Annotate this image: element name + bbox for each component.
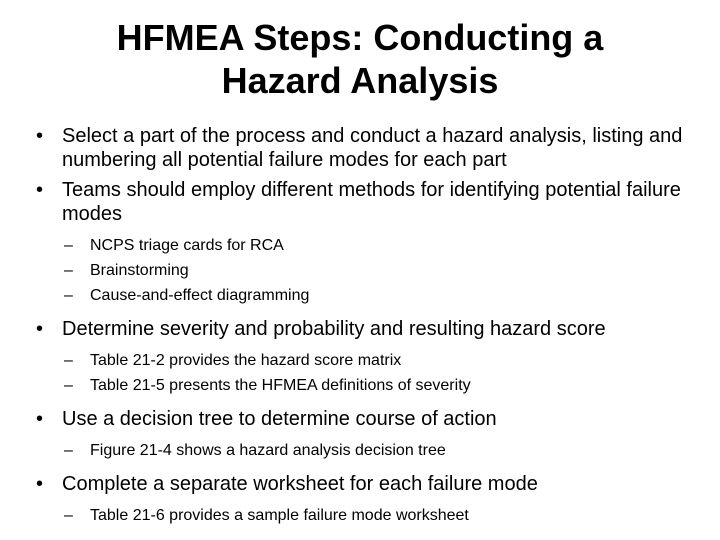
dash-marker: –: [64, 237, 73, 254]
sub-bullet-text: Table 21-5 presents the HFMEA definitions of severity: [90, 377, 471, 394]
dash-marker: –: [64, 262, 73, 279]
sub-bullet-figure-21-4: [36, 441, 712, 460]
sub-bullet-text: Figure 21-4 shows a hazard analysis decision tree: [90, 442, 446, 459]
sub-bullet-cause-effect: [36, 286, 712, 305]
sub-bullet-table-21-2: [36, 351, 712, 370]
sub-bullet-brainstorming: [36, 261, 712, 280]
bullet-text: Teams should employ different methods for identifying potential failure modes: [62, 179, 681, 225]
dash-marker: –: [64, 377, 73, 394]
bullet-text: Determine severity and probability and resulting hazard score: [62, 318, 606, 340]
bullet-marker: •: [36, 125, 44, 147]
title-line-2: Hazard Analysis: [221, 60, 499, 101]
bullet-select-part: [36, 124, 712, 172]
sub-bullet-text: Brainstorming: [90, 262, 189, 279]
dash-marker: –: [64, 442, 73, 459]
slide-title: [60, 16, 660, 102]
bullet-teams-methods: [36, 178, 712, 226]
bullet-marker: •: [36, 179, 44, 201]
bullet-complete-worksheet: [36, 472, 712, 496]
bullet-text: Select a part of the process and conduct a hazard analysis, listing and numbering all potential failure modes for each part: [62, 125, 683, 171]
dash-marker: –: [64, 352, 73, 369]
bullet-marker: •: [36, 318, 44, 340]
sub-bullet-text: NCPS triage cards for RCA: [90, 237, 284, 254]
bullet-list: [36, 124, 712, 525]
sub-bullet-text: Table 21-2 provides the hazard score matrix: [90, 352, 402, 369]
bullet-determine-severity: [36, 317, 712, 341]
bullet-marker: •: [36, 408, 44, 430]
bullet-decision-tree: [36, 407, 712, 431]
bullet-marker: •: [36, 473, 44, 495]
bullet-text: Use a decision tree to determine course of action: [62, 408, 497, 430]
sub-bullet-table-21-6: [36, 506, 712, 525]
dash-marker: –: [64, 507, 73, 524]
sub-bullet-text: Cause-and-effect diagramming: [90, 287, 310, 304]
dash-marker: –: [64, 287, 73, 304]
sub-bullet-text: Table 21-6 provides a sample failure mode worksheet: [90, 507, 469, 524]
sub-bullet-ncps-triage: [36, 236, 712, 255]
bullet-text: Complete a separate worksheet for each failure mode: [62, 473, 538, 495]
sub-bullet-table-21-5: [36, 376, 712, 395]
title-line-1: HFMEA Steps: Conducting a: [116, 17, 604, 58]
